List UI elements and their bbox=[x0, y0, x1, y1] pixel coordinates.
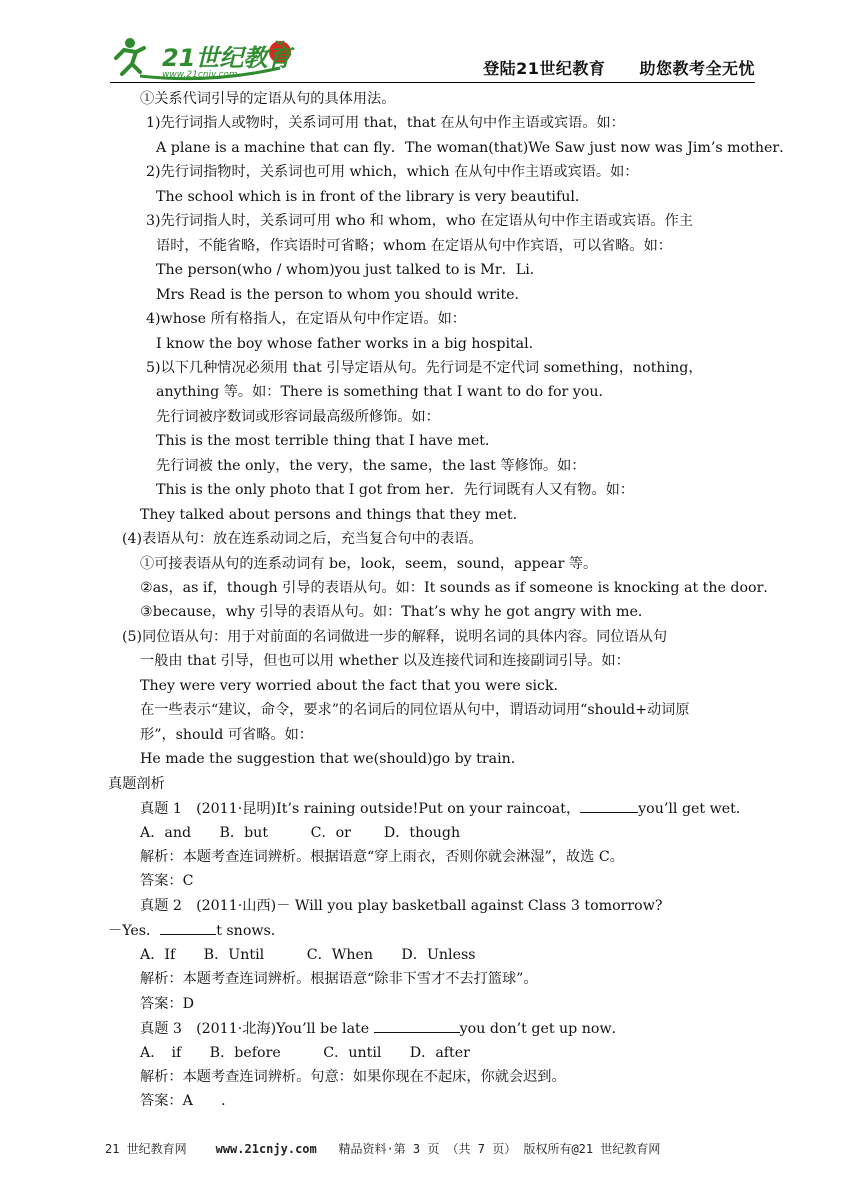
text-line: A． if B．before C．until D．after bbox=[140, 1045, 470, 1061]
answer-blank bbox=[160, 920, 216, 935]
page-header bbox=[110, 30, 755, 82]
text-line: 在一些表示“建议，命令，要求”的名词后的同位语从句中，谓语动词用“should+动词原 bbox=[140, 702, 690, 718]
text-line: A plane is a machine that can fly．The woman(that)We Saw just now was Jim’s mother． bbox=[156, 140, 794, 156]
answer-blank bbox=[374, 1018, 460, 1033]
text-line: The person(who / whom)you just talked to is Mr．Li． bbox=[156, 262, 544, 278]
text-line: 3)先行词指人时，关系词可用 who 和 whom，who 在定语从句中作主语或宾语。作主 bbox=[146, 213, 693, 229]
logo bbox=[110, 30, 310, 82]
header-slogan bbox=[455, 56, 755, 79]
text-line: 真题 3 (2011·北海)You’ll be late you don’t get up now． bbox=[140, 1018, 626, 1039]
text-line: 5)以下几种情况必须用 that 引导定语从句。先行词是不定代词 something，nothing， bbox=[146, 360, 703, 376]
text-line: 答案：D bbox=[140, 996, 194, 1012]
text-line: 2)先行词指物时，关系词也可用 which，which 在从句中作主语或宾语。如： bbox=[146, 164, 639, 180]
text-line: A．and B．but C．or D．though bbox=[140, 825, 461, 841]
text-line: ③because，why 引导的表语从句。如：That’s why he got angry with me． bbox=[140, 604, 653, 620]
text-line: 解析：本题考查连词辨析。根据语意“穿上雨衣，否则你就会淋湿”，故选 C。 bbox=[140, 849, 624, 865]
text-line: 解析：本题考查连词辨析。句意：如果你现在不起床，你就会迟到。 bbox=[140, 1069, 566, 1085]
text-line: 语时，不能省略，作宾语时可省略；whom 在定语从句中作宾语，可以省略。如： bbox=[156, 238, 672, 254]
text-line: 先行词被序数词或形容词最高级所修饰。如： bbox=[156, 409, 440, 425]
text-line: 解析：本题考查连词辨析。根据语意“除非下雪才不去打篮球”。 bbox=[140, 971, 538, 987]
text-line: 答案：A ． bbox=[140, 1093, 236, 1109]
text-line: ①可接表语从句的连系动词有 be，look，seem，sound，appear 等。 bbox=[140, 556, 598, 572]
text-line: The school which is in front of the library is very beautiful． bbox=[156, 189, 590, 205]
text-line: －Yes． t snows． bbox=[108, 920, 285, 941]
text-line: I know the boy whose father works in a big hospital． bbox=[156, 336, 543, 352]
header-slogan-left: 登陆21世纪教育 bbox=[483, 59, 606, 78]
footer-page-info: 精品资料·第 3 页 （共 7 页） 版权所有@21 世纪教育网 bbox=[338, 1142, 661, 1156]
page-footer bbox=[105, 1140, 765, 1157]
text-line: (4)表语从句：放在连系动词之后，充当复合句中的表语。 bbox=[122, 531, 483, 547]
logo-text: 21世纪教育 bbox=[162, 44, 292, 72]
header-slogan-right: 助您教考全无忧 bbox=[639, 59, 755, 78]
text-line: anything 等。如：There is something that I want to do for you． bbox=[156, 384, 613, 400]
text-line: They were very worried about the fact that you were sick． bbox=[140, 678, 568, 694]
text-line: 真题 1 (2011·昆明)It’s raining outside!Put on your raincoat， you’ll get wet． bbox=[140, 798, 750, 819]
text-line: This is the most terrible thing that I have met． bbox=[156, 433, 500, 449]
text-line: (5)同位语从句：用于对前面的名词做进一步的解释，说明名词的具体内容。同位语从句 bbox=[122, 629, 668, 645]
answer-blank bbox=[580, 798, 638, 813]
text-line: 一般由 that 引导，但也可以用 whether 以及连接代词和连接副词引导。如： bbox=[140, 653, 630, 669]
text-line: 4)whose 所有格指人，在定语从句中作定语。如： bbox=[146, 311, 466, 327]
text-line: They talked about persons and things that they met． bbox=[140, 507, 527, 523]
text-line: This is the only photo that I got from her．先行词既有人又有物。如： bbox=[156, 482, 635, 498]
text-line: ②as，as if，though 引导的表语从句。如：It sounds as if someone is knocking at the door． bbox=[140, 580, 778, 596]
footer-url: www.21cnjy.com bbox=[215, 1142, 317, 1156]
text-line: 形”，should 可省略。如： bbox=[140, 727, 313, 743]
text-line: He made the suggestion that we(should)go by train． bbox=[140, 751, 525, 767]
text-line: Mrs Read is the person to whom you should write． bbox=[156, 287, 529, 303]
text-line: A．If B．Until C．When D．Unless bbox=[140, 947, 476, 963]
logo-url: www.21cnjy.com bbox=[162, 70, 238, 80]
text-line: 真题剖析 bbox=[108, 776, 165, 792]
text-line: 1)先行词指人或物时，关系词可用 that，that 在从句中作主语或宾语。如： bbox=[146, 115, 625, 131]
header-divider bbox=[110, 82, 755, 83]
text-line: ①关系代词引导的定语从句的具体用法。 bbox=[140, 91, 396, 107]
text-line: 先行词被 the only，the very，the same，the last 等修饰。如： bbox=[156, 458, 586, 474]
text-line: 答案：C bbox=[140, 873, 194, 889]
footer-site: 21 世纪教育网 bbox=[105, 1142, 187, 1156]
text-line: 真题 2 (2011·山西)－ Will you play basketball against Class 3 tomorrow? bbox=[140, 898, 663, 914]
